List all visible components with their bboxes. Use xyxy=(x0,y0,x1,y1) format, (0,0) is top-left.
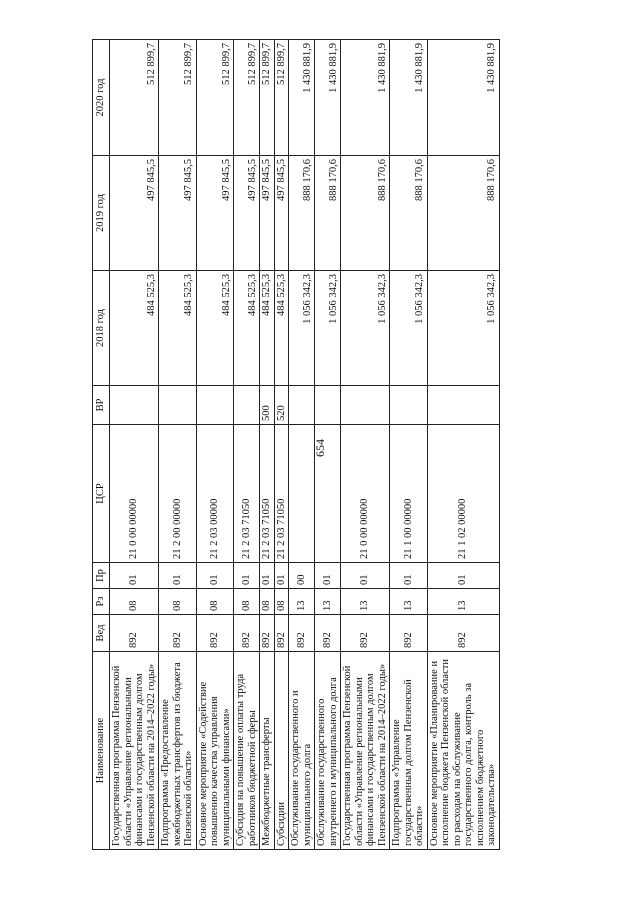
cell-rz: 13 xyxy=(315,589,341,615)
header-csr: ЦСР xyxy=(93,425,110,563)
cell-pr: 01 xyxy=(427,563,499,589)
cell-y2019: 888 170,6 xyxy=(289,156,315,271)
cell-name: Подпрограмма «Предоставление межбюджетных трансфертов из бюджета Пензенской области» xyxy=(159,652,197,850)
cell-csr xyxy=(289,425,315,563)
cell-pr: 01 xyxy=(110,563,159,589)
cell-rz: 08 xyxy=(234,589,260,615)
cell-y2020: 1 430 881,9 xyxy=(315,40,341,156)
cell-pr: 01 xyxy=(341,563,390,589)
cell-ved: 892 xyxy=(196,615,234,652)
cell-y2019: 497 845,5 xyxy=(274,156,289,271)
header-2018: 2018 год xyxy=(93,271,110,386)
cell-csr: 21 1 02 00000 xyxy=(427,425,499,563)
table-row xyxy=(289,40,315,850)
cell-name: Основное мероприятие «Планирование и исполнение бюджета Пензенской области по расходам на обслуживание государственного долга, контроль за исполнением бюджетного законодательства» xyxy=(427,652,499,850)
cell-rz: 08 xyxy=(196,589,234,615)
cell-y2019: 888 170,6 xyxy=(341,156,390,271)
cell-y2019: 497 845,5 xyxy=(234,156,260,271)
cell-pr: 01 xyxy=(260,563,275,589)
header-name: Наименование xyxy=(93,652,110,850)
cell-vr xyxy=(110,386,159,425)
cell-y2020: 512 899,7 xyxy=(234,40,260,156)
cell-csr: 21 2 03 71050 xyxy=(234,425,260,563)
header-rz: Рз xyxy=(93,589,110,615)
cell-vr: 500 xyxy=(260,386,275,425)
cell-y2018: 484 525,3 xyxy=(196,271,234,386)
table-body xyxy=(110,40,500,850)
cell-rz: 08 xyxy=(110,589,159,615)
page-number-text: 654 xyxy=(313,439,327,457)
cell-y2019: 888 170,6 xyxy=(427,156,499,271)
table-row xyxy=(390,40,428,850)
cell-rz: 13 xyxy=(427,589,499,615)
cell-pr: 01 xyxy=(274,563,289,589)
cell-ved: 892 xyxy=(260,615,275,652)
cell-name: Обслуживание государственного внутреннего и муниципального долга xyxy=(315,652,341,850)
cell-pr: 01 xyxy=(159,563,197,589)
header-pr: Пр xyxy=(93,563,110,589)
cell-name: Подпрограмма «Управление государственным долгом Пензенской области» xyxy=(390,652,428,850)
cell-csr: 21 0 00 00000 xyxy=(110,425,159,563)
cell-name: Обслуживание государственного и муниципального долга xyxy=(289,652,315,850)
cell-name: Межбюджетные трансферты xyxy=(260,652,275,850)
table-row xyxy=(260,40,275,850)
cell-rz: 08 xyxy=(274,589,289,615)
cell-y2018: 484 525,3 xyxy=(234,271,260,386)
cell-ved: 892 xyxy=(315,615,341,652)
cell-y2018: 1 056 342,3 xyxy=(390,271,428,386)
cell-ved: 892 xyxy=(274,615,289,652)
cell-y2020: 512 899,7 xyxy=(260,40,275,156)
cell-y2019: 497 845,5 xyxy=(260,156,275,271)
cell-vr xyxy=(390,386,428,425)
cell-vr xyxy=(289,386,315,425)
cell-rz: 08 xyxy=(260,589,275,615)
cell-y2020: 512 899,7 xyxy=(110,40,159,156)
table-row xyxy=(110,40,159,850)
cell-csr: 21 0 00 00000 xyxy=(341,425,390,563)
budget-table xyxy=(92,39,500,850)
cell-pr: 01 xyxy=(234,563,260,589)
cell-ved: 892 xyxy=(234,615,260,652)
cell-pr: 01 xyxy=(315,563,341,589)
cell-pr: 00 xyxy=(289,563,315,589)
cell-y2018: 484 525,3 xyxy=(260,271,275,386)
cell-name: Основное мероприятие «Содействие повышению качества управления муниципальными финансами» xyxy=(196,652,234,850)
header-2019: 2019 год xyxy=(93,156,110,271)
table-row xyxy=(234,40,260,850)
cell-csr: 21 1 00 00000 xyxy=(390,425,428,563)
cell-rz: 13 xyxy=(341,589,390,615)
cell-pr: 01 xyxy=(390,563,428,589)
budget-table-container xyxy=(92,40,497,850)
cell-ved: 892 xyxy=(341,615,390,652)
table-row xyxy=(315,40,341,850)
cell-y2020: 512 899,7 xyxy=(159,40,197,156)
cell-y2019: 888 170,6 xyxy=(315,156,341,271)
cell-y2018: 484 525,3 xyxy=(159,271,197,386)
cell-vr: 520 xyxy=(274,386,289,425)
cell-y2018: 1 056 342,3 xyxy=(289,271,315,386)
cell-y2020: 1 430 881,9 xyxy=(427,40,499,156)
cell-y2020: 1 430 881,9 xyxy=(289,40,315,156)
cell-y2018: 484 525,3 xyxy=(110,271,159,386)
cell-name: Государственная программа Пензенской области «Управление региональными финансами и государственным долгом Пензенской области на 2014–2022 годы» xyxy=(341,652,390,850)
cell-y2020: 1 430 881,9 xyxy=(341,40,390,156)
cell-rz: 13 xyxy=(390,589,428,615)
cell-csr xyxy=(315,425,341,563)
cell-y2019: 497 845,5 xyxy=(110,156,159,271)
cell-vr xyxy=(196,386,234,425)
cell-y2020: 512 899,7 xyxy=(274,40,289,156)
cell-y2020: 512 899,7 xyxy=(196,40,234,156)
header-vr: ВР xyxy=(93,386,110,425)
cell-y2018: 1 056 342,3 xyxy=(315,271,341,386)
cell-name: Государственная программа Пензенской области «Управление региональными финансами и государственным долгом Пензенской области на 2014–2022 годы» xyxy=(110,652,159,850)
header-ved: Вед xyxy=(93,615,110,652)
cell-vr xyxy=(427,386,499,425)
cell-csr: 21 2 03 71050 xyxy=(260,425,275,563)
table-row xyxy=(274,40,289,850)
cell-rz: 13 xyxy=(289,589,315,615)
table-row xyxy=(427,40,499,850)
table-row xyxy=(159,40,197,850)
cell-csr: 21 2 03 00000 xyxy=(196,425,234,563)
cell-ved: 892 xyxy=(110,615,159,652)
cell-y2018: 1 056 342,3 xyxy=(341,271,390,386)
header-2020: 2020 год xyxy=(93,40,110,156)
cell-ved: 892 xyxy=(159,615,197,652)
table-row xyxy=(341,40,390,850)
cell-y2018: 484 525,3 xyxy=(274,271,289,386)
cell-y2018: 1 056 342,3 xyxy=(427,271,499,386)
cell-rz: 08 xyxy=(159,589,197,615)
cell-vr xyxy=(159,386,197,425)
cell-ved: 892 xyxy=(427,615,499,652)
cell-y2019: 497 845,5 xyxy=(196,156,234,271)
cell-name: Субсидии xyxy=(274,652,289,850)
table-row xyxy=(196,40,234,850)
cell-ved: 892 xyxy=(390,615,428,652)
table-header-row xyxy=(93,40,110,850)
cell-y2020: 1 430 881,9 xyxy=(390,40,428,156)
cell-vr xyxy=(315,386,341,425)
cell-ved: 892 xyxy=(289,615,315,652)
cell-name: Субсидия на повышение оплаты труда работников бюджетной сферы xyxy=(234,652,260,850)
cell-pr: 01 xyxy=(196,563,234,589)
cell-csr: 21 2 03 71050 xyxy=(274,425,289,563)
cell-y2019: 888 170,6 xyxy=(390,156,428,271)
cell-vr xyxy=(234,386,260,425)
cell-y2019: 497 845,5 xyxy=(159,156,197,271)
cell-vr xyxy=(341,386,390,425)
cell-csr: 21 2 00 00000 xyxy=(159,425,197,563)
